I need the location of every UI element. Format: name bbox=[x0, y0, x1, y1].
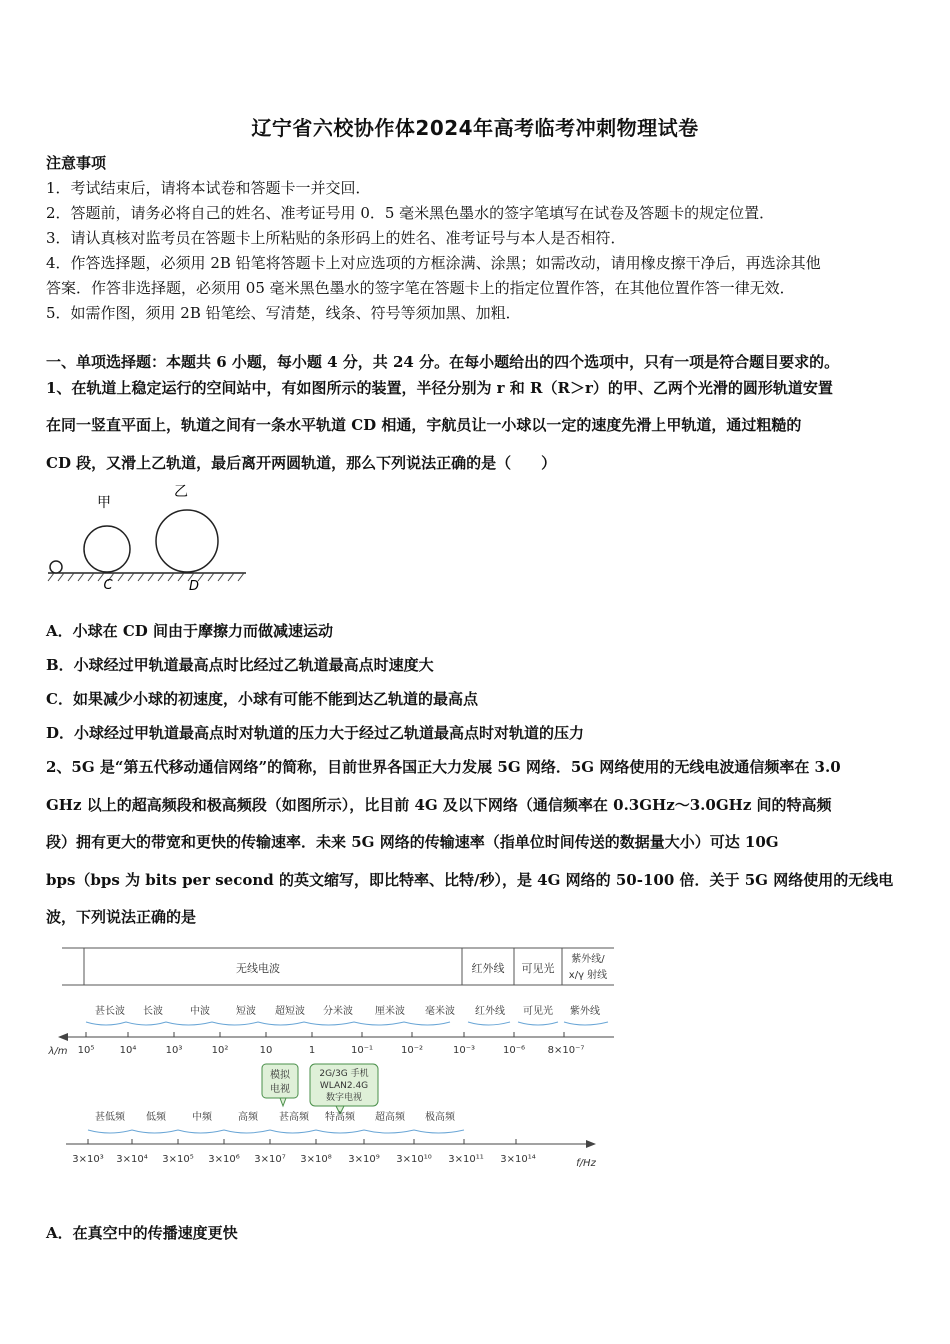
freq-name: 中频 bbox=[192, 1112, 212, 1123]
freq-tick: 3×10⁸ bbox=[300, 1154, 332, 1165]
freq-name: 极高频 bbox=[425, 1112, 455, 1123]
paper-title: 辽宁省六校协作体2024年高考临考冲刺物理试卷 bbox=[251, 116, 699, 140]
band-uv: 紫外线/ bbox=[571, 954, 605, 965]
ground-hatching bbox=[48, 573, 244, 581]
notice-item: 3．请认真核对监考员在答题卡上所粘贴的条形码上的姓名、准考证号与本人是否相符． bbox=[46, 229, 626, 247]
label-d: D bbox=[188, 579, 200, 594]
freq-tick: 3×10⁷ bbox=[254, 1154, 286, 1165]
wave-brackets bbox=[86, 1022, 608, 1025]
q1-text-line: CD 段，又滑上乙轨道，最后离开两圆轨道，那么下列说法正确的是（ ） bbox=[46, 454, 557, 472]
callout-2-line: 2G/3G 手机 bbox=[319, 1069, 369, 1079]
notice-item: 5．如需作图，须用 2B 铅笔绘、写清楚，线条、符号等须加黑、加粗． bbox=[46, 304, 521, 322]
q1-option-b: B．小球经过甲轨道最高点时比经过乙轨道最高点时速度大 bbox=[46, 656, 434, 674]
lambda-tick: 10² bbox=[211, 1045, 229, 1056]
callout-analog-tv bbox=[262, 1064, 298, 1106]
q1-option-a: A．小球在 CD 间由于摩擦力而做减速运动 bbox=[46, 622, 334, 640]
callout-1-line: 电视 bbox=[270, 1084, 290, 1095]
section-heading: 一、单项选择题：本题共 6 小题，每小题 4 分，共 24 分。在每小题给出的四个选项中，只有一项是符合题目要求的。 bbox=[46, 353, 840, 371]
q1-text-line: 1、在轨道上稳定运行的空间站中，有如图所示的装置，半径分别为 r 和 R（R＞r）的甲、乙两个光滑的圆形轨道安置 bbox=[46, 379, 833, 397]
wave-name: 甚长波 bbox=[95, 1006, 125, 1017]
notice-heading: 注意事项 bbox=[46, 154, 107, 172]
callout-2-line: WLAN2.4G bbox=[319, 1081, 369, 1091]
wave-name: 分米波 bbox=[323, 1006, 353, 1017]
label-jia: 甲 bbox=[97, 495, 111, 511]
q1-track-figure bbox=[44, 478, 254, 598]
freq-axis-label: f/Hz bbox=[576, 1158, 596, 1169]
band-infrared: 红外线 bbox=[471, 962, 505, 975]
lambda-tick: 1 bbox=[308, 1045, 316, 1056]
callout-2-line: 数字电视 bbox=[325, 1093, 363, 1103]
freq-brackets bbox=[88, 1130, 464, 1133]
freq-arrow bbox=[586, 1140, 596, 1148]
freq-name: 甚高频 bbox=[279, 1112, 309, 1123]
freq-name: 特高频 bbox=[325, 1112, 355, 1123]
track-jia-circle bbox=[84, 526, 130, 572]
wave-name: 毫米波 bbox=[425, 1006, 455, 1017]
freq-tick: 3×10¹¹ bbox=[448, 1154, 484, 1165]
freq-name: 甚低频 bbox=[95, 1112, 125, 1123]
lambda-tick: 10⁻¹ bbox=[350, 1045, 374, 1056]
callout-1-line: 模拟 bbox=[270, 1070, 290, 1081]
wave-name: 厘米波 bbox=[375, 1006, 405, 1017]
freq-name: 低频 bbox=[146, 1112, 166, 1123]
notice-item: 答案．作答非选择题，必须用 05 毫米黑色墨水的签字笔在答题卡上的指定位置作答，在其他位置作答一律无效． bbox=[46, 279, 795, 297]
wave-name: 超短波 bbox=[275, 1006, 305, 1017]
lambda-axis-label: λ/m bbox=[48, 1046, 68, 1057]
label-c: C bbox=[103, 578, 113, 593]
lambda-tick: 10⁻⁶ bbox=[502, 1045, 526, 1056]
wave-name: 中波 bbox=[190, 1006, 210, 1017]
lambda-arrow bbox=[58, 1033, 68, 1041]
q2-text-line: GHz 以上的超高频段和极高频段（如图所示），比目前 4G 及以下网络（通信频率在 0.3GHz～3.0GHz 间的特高频 bbox=[46, 796, 832, 814]
callout-mobile bbox=[310, 1064, 378, 1114]
freq-tick: 3×10³ bbox=[72, 1154, 104, 1165]
label-yi: 乙 bbox=[174, 484, 188, 500]
lambda-tick: 10⁻³ bbox=[452, 1045, 476, 1056]
notice-item: 4．作答选择题，必须用 2B 铅笔将答题卡上对应选项的方框涂满、涂黑；如需改动，请用橡皮擦干净后，再选涂其他 bbox=[46, 254, 821, 272]
wave-name: 红外线 bbox=[475, 1006, 505, 1017]
ball bbox=[50, 561, 62, 573]
lambda-tick: 10³ bbox=[165, 1045, 183, 1056]
spectrum-figure bbox=[40, 940, 620, 1175]
lambda-tick: 10⁴ bbox=[119, 1045, 137, 1056]
band-xray: x/γ 射线 bbox=[568, 970, 608, 981]
freq-tick: 3×10¹⁰ bbox=[396, 1154, 432, 1165]
q2-text-line: 段）拥有更大的带宽和更快的传输速率．未来 5G 网络的传输速率（指单位时间传送的数据量大小）可达 10G bbox=[46, 833, 779, 851]
freq-tick: 3×10⁶ bbox=[208, 1154, 240, 1165]
q1-option-d: D．小球经过甲轨道最高点时对轨道的压力大于经过乙轨道最高点时对轨道的压力 bbox=[46, 724, 585, 742]
notice-item: 2．答题前，请务必将自己的姓名、准考证号用 0．5 毫米黑色墨水的签字笔填写在试卷及答题卡的规定位置． bbox=[46, 204, 775, 222]
band-radio: 无线电波 bbox=[236, 962, 280, 975]
wave-name: 短波 bbox=[236, 1006, 256, 1017]
freq-tick: 3×10⁴ bbox=[116, 1154, 148, 1165]
lambda-tick: 10 bbox=[259, 1045, 273, 1056]
freq-tick: 3×10⁹ bbox=[348, 1154, 380, 1165]
q1-option-c: C．如果减少小球的初速度，小球有可能不能到达乙轨道的最高点 bbox=[46, 690, 478, 708]
q1-text-line: 在同一竖直平面上，轨道之间有一条水平轨道 CD 相通，宇航员让一小球以一定的速度先滑上甲轨道，通过粗糙的 bbox=[46, 416, 802, 434]
freq-tick: 3×10⁵ bbox=[162, 1154, 194, 1165]
wave-name: 可见光 bbox=[523, 1006, 553, 1017]
wave-name: 长波 bbox=[143, 1006, 163, 1017]
wave-name: 紫外线 bbox=[570, 1006, 600, 1017]
notice-item: 1．考试结束后，请将本试卷和答题卡一并交回． bbox=[46, 179, 371, 197]
freq-tick: 3×10¹⁴ bbox=[500, 1154, 536, 1165]
lambda-tick: 8×10⁻⁷ bbox=[547, 1045, 585, 1056]
q2-text-line: 波，下列说法正确的是 bbox=[46, 908, 197, 926]
freq-name: 超高频 bbox=[375, 1112, 405, 1123]
q2-option-a: A．在真空中的传播速度更快 bbox=[46, 1224, 238, 1242]
track-yi-circle bbox=[156, 510, 218, 572]
q2-text-line: 2、5G 是“第五代移动通信网络”的简称，目前世界各国正大力发展 5G 网络．5G 网络使用的无线电波通信频率在 3.0 bbox=[46, 758, 841, 776]
lambda-tick: 10⁵ bbox=[77, 1045, 95, 1056]
lambda-tick: 10⁻² bbox=[400, 1045, 424, 1056]
freq-name: 高频 bbox=[238, 1112, 258, 1123]
band-visible: 可见光 bbox=[521, 962, 555, 975]
q2-text-line: bps（bps 为 bits per second 的英文缩写，即比特率、比特/秒），是 4G 网络的 50-100 倍．关于 5G 网络使用的无线电 bbox=[46, 871, 894, 889]
